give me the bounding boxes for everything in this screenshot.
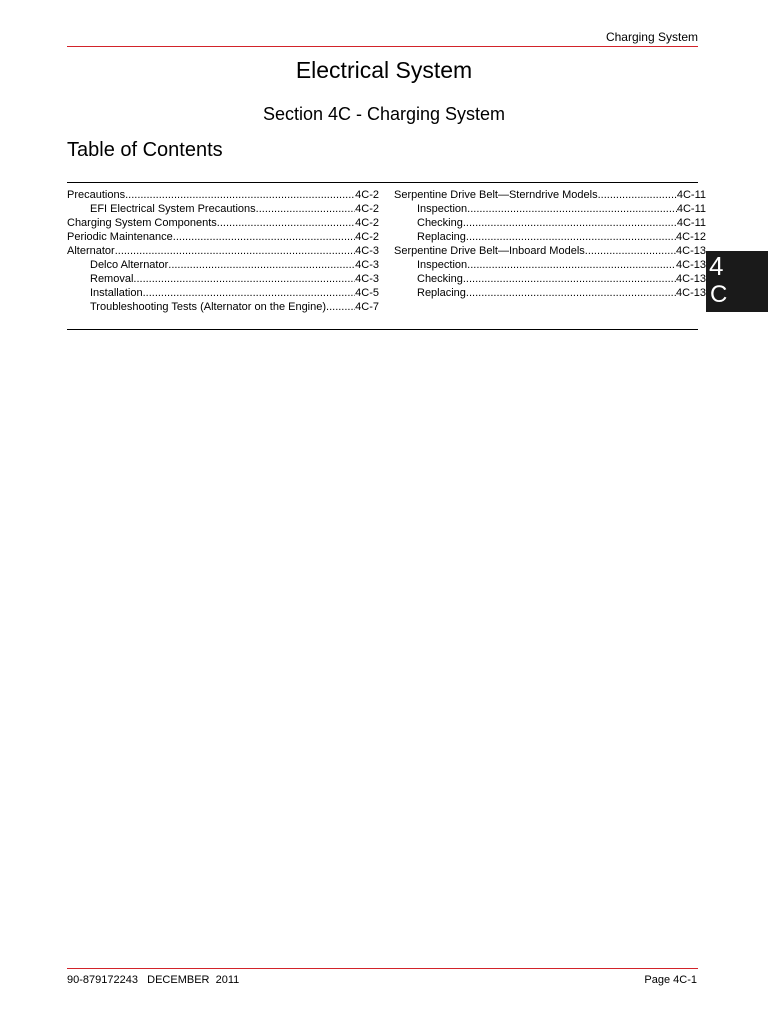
toc-entry-inboard-checking[interactable] [394, 272, 706, 286]
footer-rule [67, 968, 698, 969]
toc-page-number: 4C-7 [355, 301, 379, 313]
toc-page-number: 4C-11 [676, 203, 706, 215]
toc-left-column [67, 188, 379, 314]
toc-leader [598, 188, 677, 202]
footer-part-number: 90-879172243 [67, 974, 138, 986]
toc-entry-efi-precautions[interactable] [67, 202, 379, 216]
toc-entry-text: Removal [90, 273, 134, 285]
header-rule [67, 46, 698, 47]
toc-entry-text: Troubleshooting Tests (Alternator on the Engine) [90, 301, 327, 313]
toc-entry-belt-sterndrive[interactable] [394, 188, 706, 202]
toc-entry-text: Delco Alternator [90, 259, 169, 271]
toc-page-number: 4C-13 [676, 245, 706, 257]
toc-page-number: 4C-13 [676, 259, 706, 271]
toc-page-number: 4C-3 [355, 259, 379, 271]
toc-leader [125, 188, 355, 202]
document-title: Electrical System [295, 57, 473, 83]
toc-leader [463, 272, 676, 286]
toc-entry-text: Checking [417, 273, 463, 285]
toc-entry-inboard-replacing[interactable] [394, 286, 706, 300]
toc-entry-text: Alternator [67, 245, 115, 257]
toc-page-number: 4C-5 [355, 287, 379, 299]
running-header: Charging System [605, 30, 698, 44]
toc-leader [256, 202, 355, 216]
toc-page-number: 4C-2 [355, 203, 379, 215]
tab-section-number: 4 [709, 251, 724, 281]
toc-leader [585, 244, 676, 258]
toc-page-number: 4C-11 [676, 189, 706, 201]
toc-leader [173, 230, 355, 244]
toc-entry-alternator[interactable] [67, 244, 379, 258]
toc-entry-text: Replacing [417, 287, 466, 299]
toc-right-column [394, 188, 706, 300]
toc-entry-sterndrive-inspection[interactable] [394, 202, 706, 216]
toc-leader [115, 244, 355, 258]
toc-entry-text: Serpentine Drive Belt—Sterndrive Models [394, 189, 598, 201]
toc-leader [133, 272, 355, 286]
toc-entry-text: Inspection [417, 259, 468, 271]
toc-entry-text: Installation [90, 287, 143, 299]
toc-entry-sterndrive-checking[interactable] [394, 216, 706, 230]
toc-page-number: 4C-2 [355, 189, 379, 201]
toc-entry-text: Precautions [67, 189, 126, 201]
toc-page-number: 4C-2 [355, 217, 379, 229]
toc-page-number: 4C-3 [355, 245, 379, 257]
toc-entry-text: Inspection [417, 203, 468, 215]
toc-page-number: 4C-11 [676, 217, 706, 229]
toc-entry-precautions[interactable] [67, 188, 379, 202]
toc-entry-belt-inboard[interactable] [394, 244, 706, 258]
toc-leader [467, 258, 676, 272]
toc-page-number: 4C-3 [355, 273, 379, 285]
toc-leader [143, 286, 356, 300]
tab-section-letter: C [710, 281, 728, 308]
toc-leader [466, 286, 676, 300]
toc-page-number: 4C-12 [676, 231, 706, 243]
toc-entry-removal[interactable] [67, 272, 379, 286]
toc-entry-charging-components[interactable] [67, 216, 379, 230]
toc-entry-text: EFI Electrical System Precautions [90, 203, 256, 215]
toc-leader [466, 230, 676, 244]
section-thumb-tab [706, 251, 768, 312]
toc-entry-inboard-inspection[interactable] [394, 258, 706, 272]
toc-entry-installation[interactable] [67, 286, 379, 300]
toc-page-number: 4C-13 [676, 273, 706, 285]
toc-entry-text: Periodic Maintenance [67, 231, 173, 243]
toc-page-number: 4C-2 [355, 231, 379, 243]
footer-left [67, 973, 239, 987]
toc-bottom-rule [67, 329, 698, 330]
toc-top-rule [67, 182, 698, 183]
toc-entry-troubleshooting-tests[interactable] [67, 300, 379, 314]
toc-entry-sterndrive-replacing[interactable] [394, 230, 706, 244]
toc-entry-delco-alternator[interactable] [67, 258, 379, 272]
toc-leader [326, 300, 355, 314]
toc-leader [168, 258, 355, 272]
toc-leader [467, 202, 677, 216]
toc-heading: Table of Contents [67, 139, 223, 161]
toc-entry-text: Serpentine Drive Belt—Inboard Models [394, 245, 585, 257]
toc-entry-text: Checking [417, 217, 463, 229]
toc-page-number: 4C-13 [676, 287, 706, 299]
section-title: Section 4C - Charging System [262, 104, 506, 124]
toc-leader [463, 216, 677, 230]
toc-leader [217, 216, 355, 230]
toc-entry-text: Replacing [417, 231, 466, 243]
toc-entry-text: Charging System Components [67, 217, 217, 229]
footer-date: DECEMBER 2011 [147, 974, 240, 986]
toc-entry-periodic-maintenance[interactable] [67, 230, 379, 244]
footer-page-number: Page 4C-1 [644, 974, 697, 986]
